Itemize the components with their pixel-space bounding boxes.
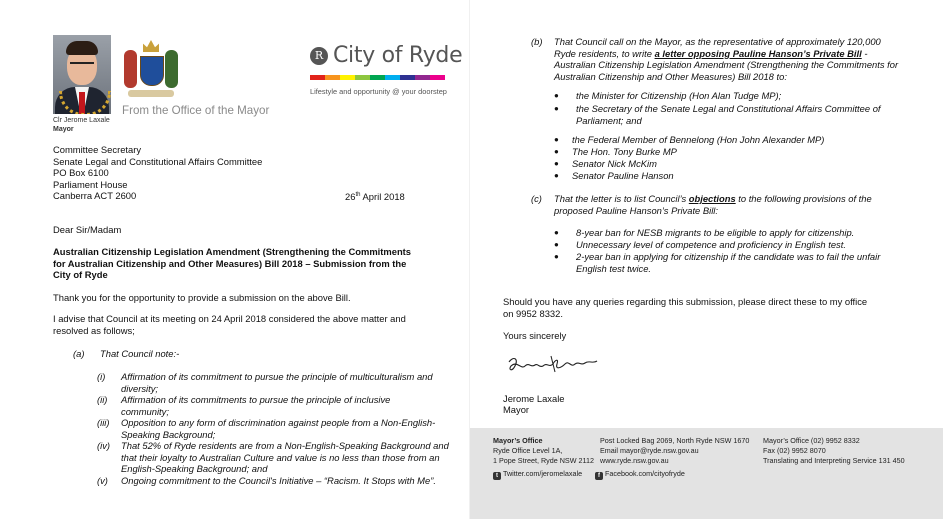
rainbow-bar-segment <box>385 75 400 80</box>
item-c-label: (c) <box>531 193 542 204</box>
handwritten-signature <box>505 352 601 378</box>
list-item: (iii) Opposition to any form of discrimination against people from a Non-English-Speaking Background; <box>97 417 436 440</box>
city-of-ryde-mark-icon: R <box>310 47 328 65</box>
recipient-address <box>53 144 353 202</box>
notes-list <box>97 371 447 498</box>
item-a-label: (a) <box>73 348 85 359</box>
closing-paragraph: Should you have any queries regarding this submission, please direct these to my office on 9952 8332. <box>503 296 868 319</box>
address-line: Parliament House <box>53 178 128 190</box>
salutation: Dear Sir/Madam <box>53 224 122 235</box>
footer-col-office: Mayor’s Office Ryde Office Level 1A, 1 Pope Street, Ryde NSW 2112 <box>493 436 594 465</box>
rainbow-bar-segment <box>415 75 430 80</box>
rainbow-bar-segment <box>370 75 385 80</box>
list-item: ● the Federal Member of Bennelong (Hon John Alexander MP) <box>554 134 825 145</box>
list-item: (v) Ongoing commitment to the Council's Initiative – “Racism. It Stops with Me”. <box>97 475 436 486</box>
list-item: ● 8-year ban for NESB migrants to be eligible to apply for citizenship. <box>554 227 855 238</box>
list-item: ● 2-year ban in applying for citizenship if the candidate was to fail the unfair English test twice. <box>554 251 881 274</box>
facebook-icon: f <box>595 472 603 480</box>
list-item: ● The Hon. Tony Burke MP <box>554 146 677 157</box>
item-c-text: That the letter is to list Council’s objections to the following provisions of the proposed Pauline Hanson’s Private Bill: <box>554 193 872 216</box>
rainbow-bar-segment <box>430 75 445 80</box>
item-a-text: That Council note:- <box>100 348 180 359</box>
letter-footer <box>470 428 943 519</box>
list-item: ● the Minister for Citizenship (Hon Alan Tudge MP); <box>554 90 782 101</box>
subject-line: Australian Citizenship Legislation Amendment (Strengthening the Commitments for Australian Citizenship and Other Measures) Bill 2018 – Submission from the City of Ryde <box>53 246 412 281</box>
address-line: PO Box 6100 <box>53 167 109 179</box>
mayor-portrait <box>53 35 111 114</box>
logo-tagline: Lifestyle and opportunity @ your doorstep <box>310 87 447 96</box>
paragraph: Thank you for the opportunity to provide a submission on the above Bill. <box>53 292 351 303</box>
from-office-heading: From the Office of the Mayor <box>122 104 270 117</box>
twitter-icon: t <box>493 472 501 480</box>
address-line: Senate Legal and Constitutional Affairs Committee <box>53 155 263 167</box>
rainbow-bar-segment <box>355 75 370 80</box>
list-item: ● Senator Nick McKim <box>554 158 657 169</box>
list-item: ● Unnecessary level of competence and proficiency in English test. <box>554 239 846 250</box>
footer-facebook[interactable]: f Facebook.com/cityofryde <box>595 469 685 480</box>
list-item: (i) Affirmation of its commitment to pursue the principle of multiculturalism and diversity; <box>97 371 433 394</box>
portrait-caption-role: Mayor <box>53 126 74 133</box>
emphasis-text: a letter opposing Pauline Hanson’s Private Bill <box>654 47 862 59</box>
objections-list <box>554 227 904 275</box>
rainbow-bar-segment <box>340 75 355 80</box>
emphasis-text: objections <box>688 193 736 204</box>
paragraph: I advise that Council at its meeting on 24 April 2018 considered the above matter and resolved as follows; <box>53 313 406 336</box>
footer-col-phone: Mayor’s Office (02) 9952 8332 Fax (02) 9952 8070 Translating and Interpreting Service 131 450 <box>763 436 905 465</box>
sign-off: Yours sincerely <box>503 330 567 341</box>
rainbow-bar-segment <box>325 75 340 80</box>
signer-name: Jerome Laxale <box>503 393 565 404</box>
city-of-ryde-wordmark: City of Ryde <box>333 43 463 68</box>
recipients-list-1 <box>554 90 904 128</box>
item-b-label: (b) <box>531 36 543 47</box>
list-item: (iv) That 52% of Ryde residents are from a Non-English-Speaking Background and that their loyalty to Australian Culture and value is no less than those from an English-Speaking Background; and <box>97 440 449 475</box>
rainbow-bar-segment <box>400 75 415 80</box>
rainbow-bar-segment <box>310 75 325 80</box>
letter-page-1 <box>0 0 470 519</box>
address-line: Canberra ACT 2600 <box>53 190 137 202</box>
list-item: ● the Secretary of the Senate Legal and Constitutional Affairs Committee of Parliament; and <box>554 103 881 126</box>
rainbow-bar <box>310 75 445 80</box>
portrait-caption-name: Clr Jerome Laxale <box>53 117 110 124</box>
letter-date: 26th April 2018 <box>345 191 405 203</box>
item-b-text: That Council call on the Mayor, as the representative of approximately 120,000 Ryde residents, to write a letter opposing Pauline Hanson’s Private Bill - Australian Citizenship Legislation Amendment (Strengthening the Commitments for Australian Citizenship and Other Measures) Bill 2018 to: <box>554 36 899 82</box>
address-line: Committee Secretary <box>53 144 142 155</box>
list-item: ● Senator Pauline Hanson <box>554 170 674 181</box>
footer-twitter[interactable]: t Twitter.com/jeromelaxale <box>493 469 582 480</box>
signer-role: Mayor <box>503 404 530 415</box>
recipients-list-2 <box>554 134 904 182</box>
council-crest-logo <box>120 36 182 102</box>
list-item: (ii) Affirmation of its commitments to pursue the principle of inclusive community; <box>97 394 391 417</box>
footer-col-contact: Post Locked Bag 2069, North Ryde NSW 1670 Email mayor@ryde.nsw.gov.au www.ryde.nsw.gov.au <box>600 436 750 465</box>
